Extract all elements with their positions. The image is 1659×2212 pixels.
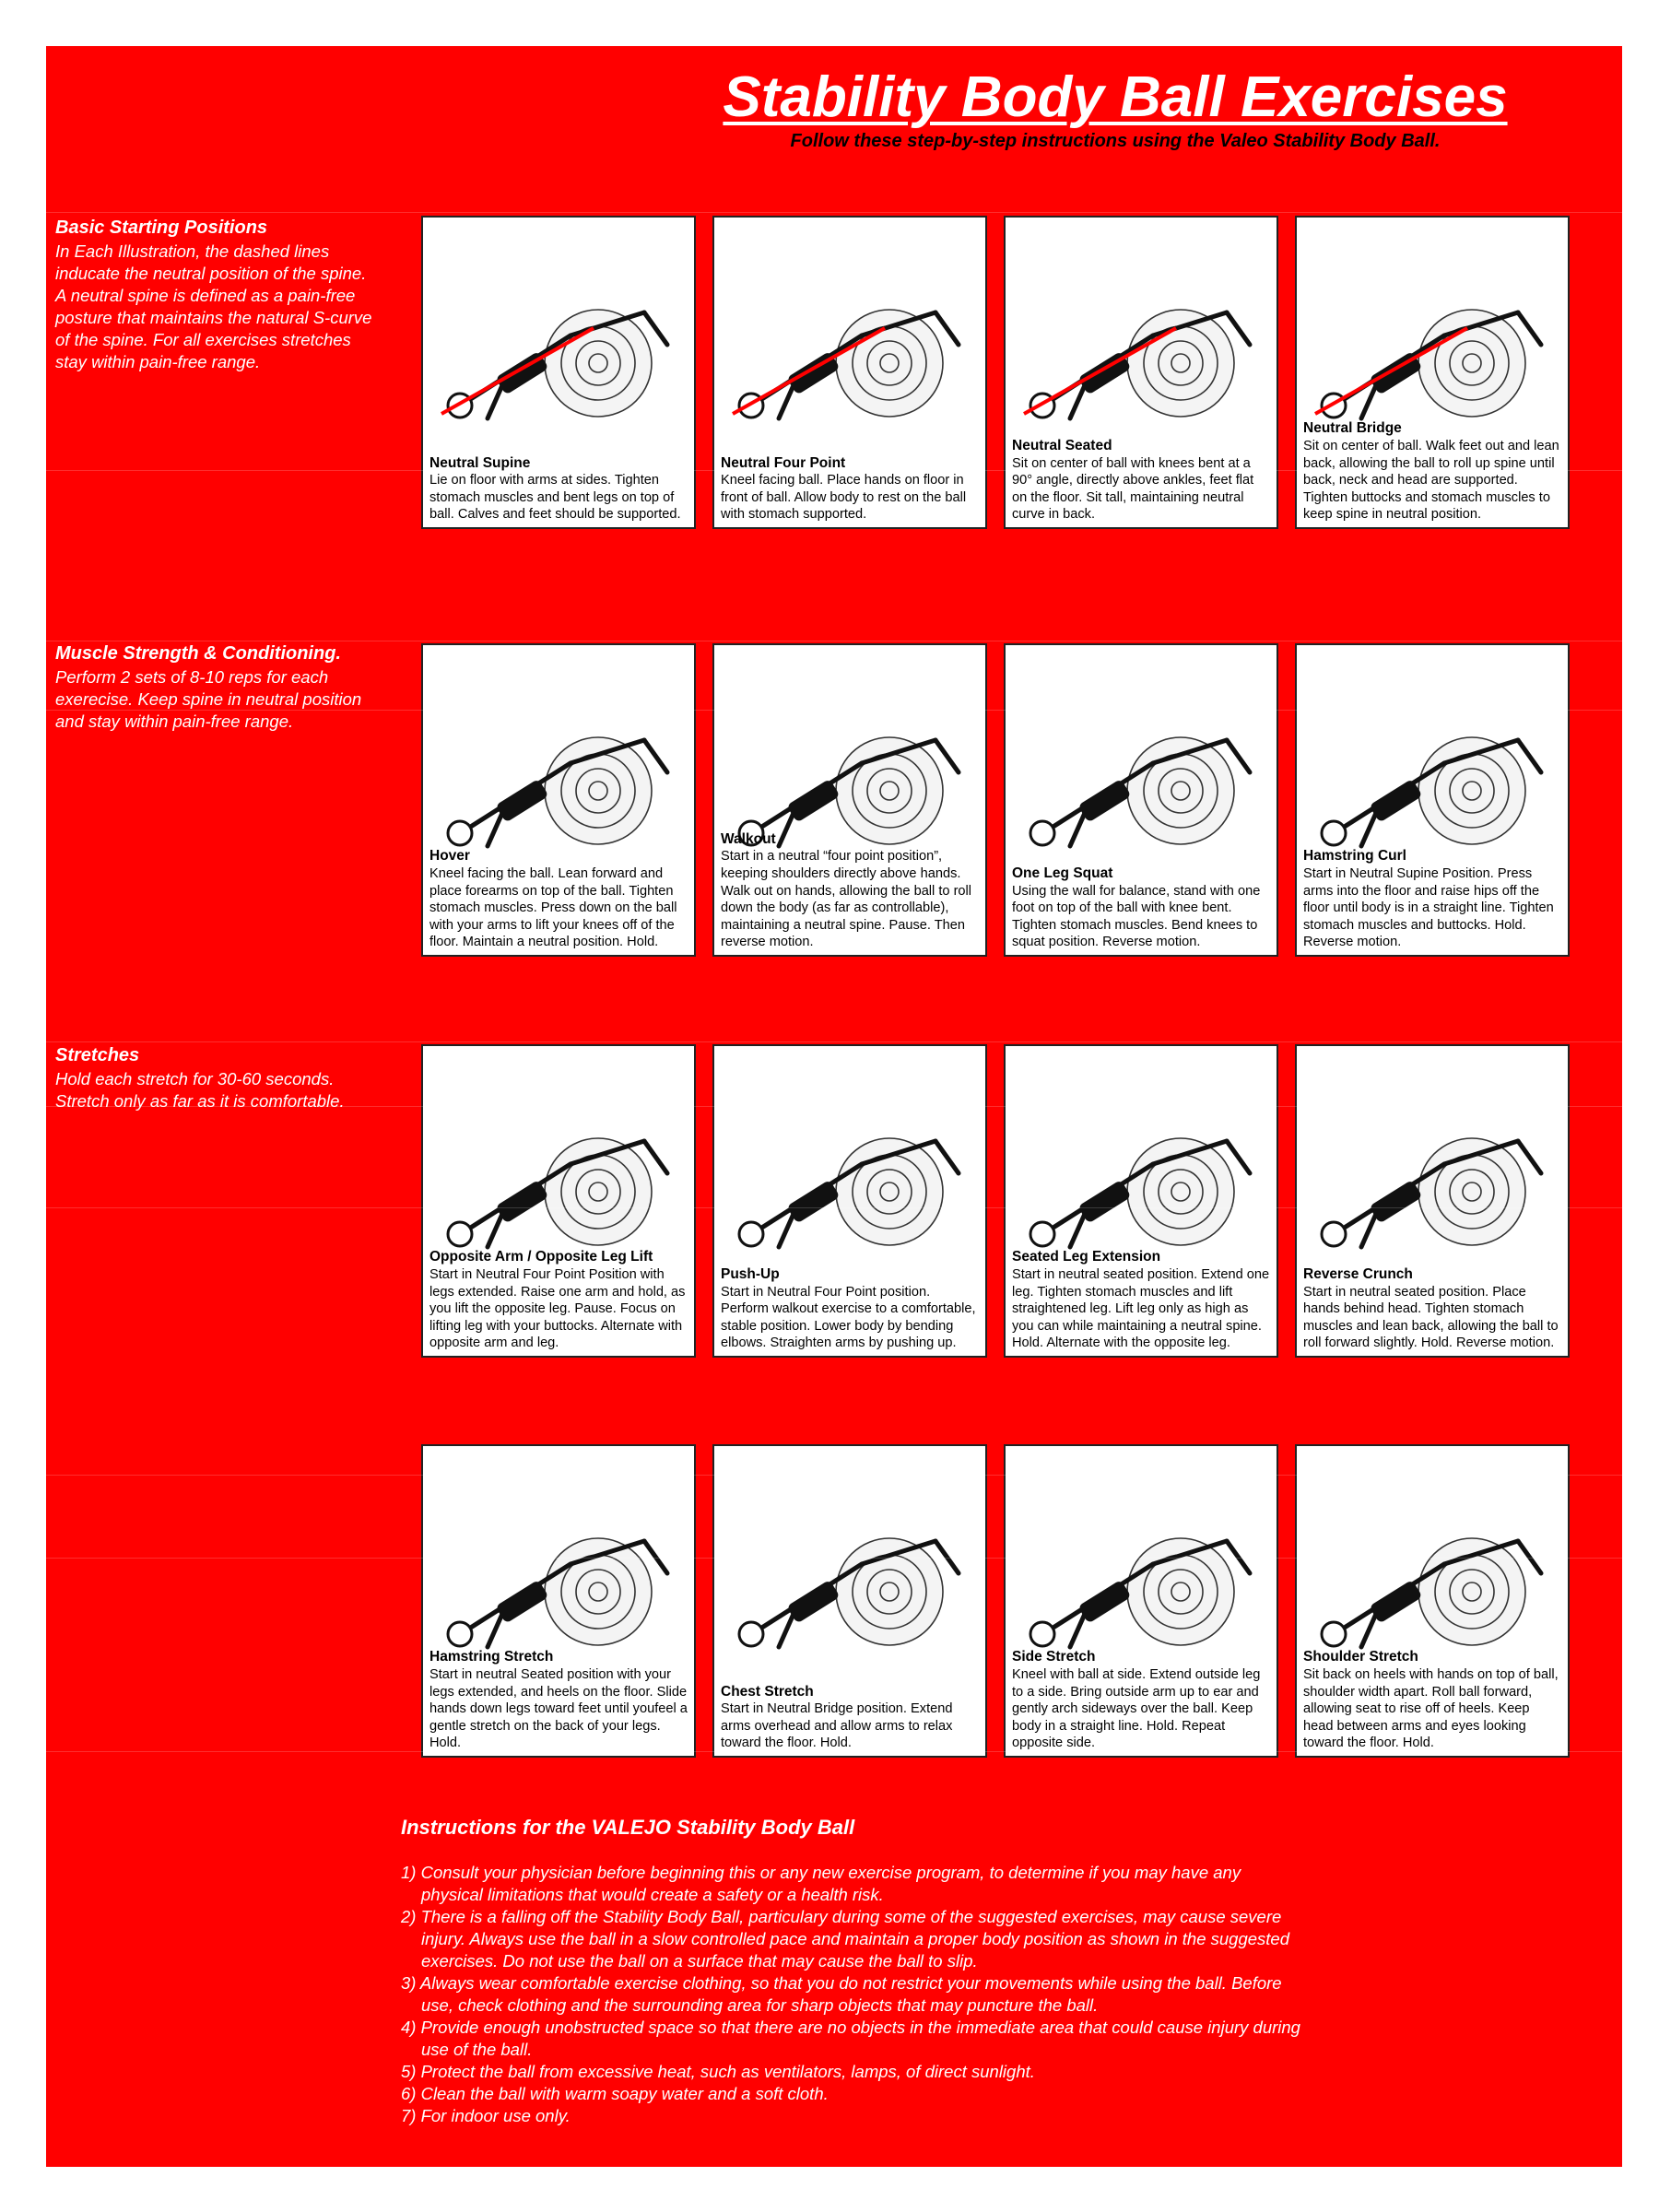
instructions-list <box>401 1862 1304 2127</box>
exercise-description: Start in Neutral Supine Position. Press arms into the floor and raise hips off the floor until body is in a straight line. Tighten stomach muscles and buttocks. Hold. Reverse motion. <box>1303 866 1554 950</box>
exercise-name: Reverse Crunch <box>1303 1266 1413 1283</box>
exercise-name: Hover <box>429 848 470 865</box>
exercise-text <box>721 1684 980 1752</box>
exercise-text <box>1303 420 1562 524</box>
exercise-card <box>712 216 987 529</box>
exercise-description: Start in a neutral “four point position”, keeping shoulders directly above hands. Walk out on hands, allowing the ball to roll down the body (as far as controllable), maintaining a neutral spine. Pause. Then reverse motion. <box>721 849 972 950</box>
exercise-illustration <box>1306 1453 1560 1664</box>
exercise-description: Sit back on heels with hands on top of ball, shoulder width apart. Roll ball forward, allowing seat to rise off of heels. Keep head between arms and eyes looking toward the floor. Hold. <box>1303 1667 1559 1751</box>
exercise-text <box>1303 1649 1562 1752</box>
exercise-card <box>1295 1044 1570 1358</box>
background-line <box>46 470 1622 471</box>
exercise-illustration <box>724 1453 978 1664</box>
background-line <box>46 212 1622 213</box>
exercise-description: Lie on floor with arms at sides. Tighten stomach muscles and bent legs on top of ball. Calves and feet should be supported. <box>429 473 681 523</box>
exercise-card <box>712 1444 987 1758</box>
background-line <box>46 1041 1622 1042</box>
section-heading: Muscle Strength & Conditioning. <box>55 643 341 664</box>
instruction-item: 2) There is a falling off the Stability Body Ball, particulary during some of the suggested exercises, may cause severe injury. Always use the ball in a slow controlled pace and maintain a proper body position as shown in the suggested exercises. Do not use the ball on a surface that may cause the ball to slip. <box>401 1907 1290 1971</box>
page-title: Stability Body Ball Exercises <box>723 65 1508 129</box>
exercise-text <box>1303 1266 1562 1352</box>
exercise-name: One Leg Squat <box>1012 865 1113 882</box>
exercise-illustration <box>432 1053 687 1264</box>
exercise-text <box>1012 1249 1271 1352</box>
exercise-card <box>712 1044 987 1358</box>
exercise-illustration <box>1015 1053 1269 1264</box>
exercise-name: Push-Up <box>721 1266 780 1283</box>
background-line <box>46 1558 1622 1559</box>
exercise-name: Side Stretch <box>1012 1649 1096 1665</box>
section-heading: Stretches <box>55 1045 140 1065</box>
exercise-name: Neutral Bridge <box>1303 420 1402 437</box>
exercise-illustration <box>724 1053 978 1264</box>
exercise-card <box>421 1444 696 1758</box>
background-line <box>46 710 1622 711</box>
exercise-text <box>721 831 980 951</box>
exercise-illustration <box>432 653 687 863</box>
exercise-description: Start in neutral seated position. Extend one leg. Tighten stomach muscles and lift straightened leg. Lift leg only as high as you can while maintaining a neutral spine. Hold. Alternate with the opposite leg. <box>1012 1267 1270 1351</box>
exercise-name: Neutral Supine <box>429 454 531 471</box>
exercise-illustration <box>1015 1453 1269 1664</box>
exercise-description: Using the wall for balance, stand with one foot on top of the ball with knee bent. Tighten stomach muscles. Bend knees to squat position. Reverse motion. <box>1012 883 1261 950</box>
exercise-text <box>429 1249 688 1352</box>
exercise-description: Kneel facing ball. Place hands on floor in front of ball. Allow body to rest on the ball with stomach supported. <box>721 473 967 523</box>
section-strength <box>55 643 424 733</box>
exercise-name: Chest Stretch <box>721 1683 814 1700</box>
exercise-name: Seated Leg Extension <box>1012 1249 1161 1265</box>
background-line <box>46 1751 1622 1752</box>
exercise-description: Kneel facing the ball. Lean forward and place forearms on top of the ball. Tighten stomach muscles. Press down on the ball with your arms to lift your knees off of the floor. Maintain a neutral position. Hold. <box>429 866 677 950</box>
exercise-name: Shoulder Stretch <box>1303 1649 1418 1665</box>
section-heading: Basic Starting Positions <box>55 218 268 238</box>
exercise-illustration <box>1306 1053 1560 1264</box>
exercise-illustration <box>1306 653 1560 863</box>
exercise-text <box>1303 848 1562 951</box>
exercise-text <box>1012 865 1271 951</box>
instruction-item: 7) For indoor use only. <box>401 2106 571 2125</box>
exercise-card <box>1295 1444 1570 1758</box>
instruction-item: 4) Provide enough unobstructed space so that there are no objects in the immediate area that could cause injury during use of the ball. <box>401 2018 1300 2059</box>
section-description: In Each Illustration, the dashed lines inducate the neutral position of the spine. A neutral spine is defined as a pain-free posture that maintains the natural S-curve of the spine. For all exercises stretches stay within pain-free range. <box>55 241 372 371</box>
exercise-card <box>712 643 987 957</box>
page-subtitle: Follow these step-by-step instructions using the Valeo Stability Body Ball. <box>790 131 1441 151</box>
section-basic-positions <box>55 218 424 373</box>
exercise-name: Hamstring Stretch <box>429 1649 554 1665</box>
exercise-illustration <box>1306 225 1560 435</box>
section-description: Hold each stretch for 30-60 seconds. Stretch only as far as it is comfortable. <box>55 1069 345 1111</box>
instruction-item: 3) Always wear comfortable exercise clothing, so that you do not restrict your movements while using the ball. Before use, check clothing and the surrounding area for sharp objects that may puncture the ball. <box>401 1973 1282 2015</box>
exercise-text <box>429 848 688 951</box>
exercise-card <box>1295 643 1570 957</box>
exercise-name: Walkout <box>721 830 776 847</box>
exercise-card <box>421 216 696 529</box>
instruction-item: 6) Clean the ball with warm soapy water and a soft cloth. <box>401 2084 829 2103</box>
background-line <box>46 1106 1622 1107</box>
exercise-card <box>1004 1444 1278 1758</box>
exercise-description: Start in Neutral Bridge position. Extend arms overhead and allow arms to relax toward the floor. Hold. <box>721 1701 953 1751</box>
exercise-card <box>1004 1044 1278 1358</box>
exercise-name: Hamstring Curl <box>1303 848 1406 865</box>
exercise-illustration <box>1015 653 1269 863</box>
exercise-card <box>421 643 696 957</box>
exercise-text <box>721 455 980 524</box>
instruction-item: 5) Protect the ball from excessive heat, such as ventilators, lamps, of direct sunlight. <box>401 2062 1035 2081</box>
exercise-description: Sit on center of ball with knees bent at a 90° angle, directly above ankles, feet flat on the floor. Sit tall, maintaining neutral curve in back. <box>1012 455 1254 523</box>
exercise-illustration <box>1015 225 1269 435</box>
instructions-heading: Instructions for the VALEJO Stability Body Ball <box>401 1816 855 1839</box>
exercise-card <box>1004 216 1278 529</box>
exercise-description: Start in neutral seated position. Place hands behind head. Tighten stomach muscles and lean back, allowing the ball to roll forward slightly. Hold. Reverse motion. <box>1303 1284 1559 1351</box>
exercise-text <box>429 1649 688 1752</box>
exercise-name: Neutral Seated <box>1012 438 1112 454</box>
exercise-illustration <box>724 225 978 435</box>
background-line <box>46 1475 1622 1476</box>
section-description: Perform 2 sets of 8-10 reps for each exerecise. Keep spine in neutral position and stay within pain-free range. <box>55 667 362 731</box>
exercise-description: Start in Neutral Four Point position. Perform walkout exercise to a comfortable, stable position. Lower body by bending elbows. Straighten arms by pushing up. <box>721 1284 976 1351</box>
exercise-illustration <box>432 225 687 435</box>
exercise-description: Kneel with ball at side. Extend outside leg to a side. Bring outside arm up to ear and gently arch sideways over the ball. Keep body in a straight line. Hold. Repeat opposite side. <box>1012 1667 1261 1751</box>
section-stretches <box>55 1045 424 1112</box>
exercise-card <box>1295 216 1570 529</box>
exercise-name: Opposite Arm / Opposite Leg Lift <box>429 1249 653 1265</box>
poster <box>46 46 1622 2167</box>
exercise-name: Neutral Four Point <box>721 454 846 471</box>
exercise-text <box>1012 1649 1271 1752</box>
instructions <box>401 1816 1304 2127</box>
instruction-item: 1) Consult your physician before beginning this or any new exercise program, to determine if you may have any physical limitations that would create a safety or a health risk. <box>401 1863 1241 1904</box>
exercise-description: Start in Neutral Four Point Position with legs extended. Raise one arm and hold, as you lift the opposite leg. Pause. Focus on lifting leg with your buttocks. Alternate with opposite arm and leg. <box>429 1267 686 1351</box>
exercise-card <box>421 1044 696 1358</box>
exercise-text <box>1012 438 1271 524</box>
exercise-description: Start in neutral Seated position with your legs extended, and heels on the floor. Slide hands down legs toward feet until youfeel a gentle stretch on the back of your legs. Hold. <box>429 1667 688 1751</box>
exercise-text <box>721 1266 980 1352</box>
exercise-text <box>429 455 688 524</box>
exercise-description: Sit on center of ball. Walk feet out and lean back, allowing the ball to roll up spine until back, neck and head are supported. Tighten buttocks and stomach muscles to keep spine in neutral position. <box>1303 439 1559 523</box>
exercise-illustration <box>432 1453 687 1664</box>
exercise-card <box>1004 643 1278 957</box>
background-line <box>46 1207 1622 1208</box>
